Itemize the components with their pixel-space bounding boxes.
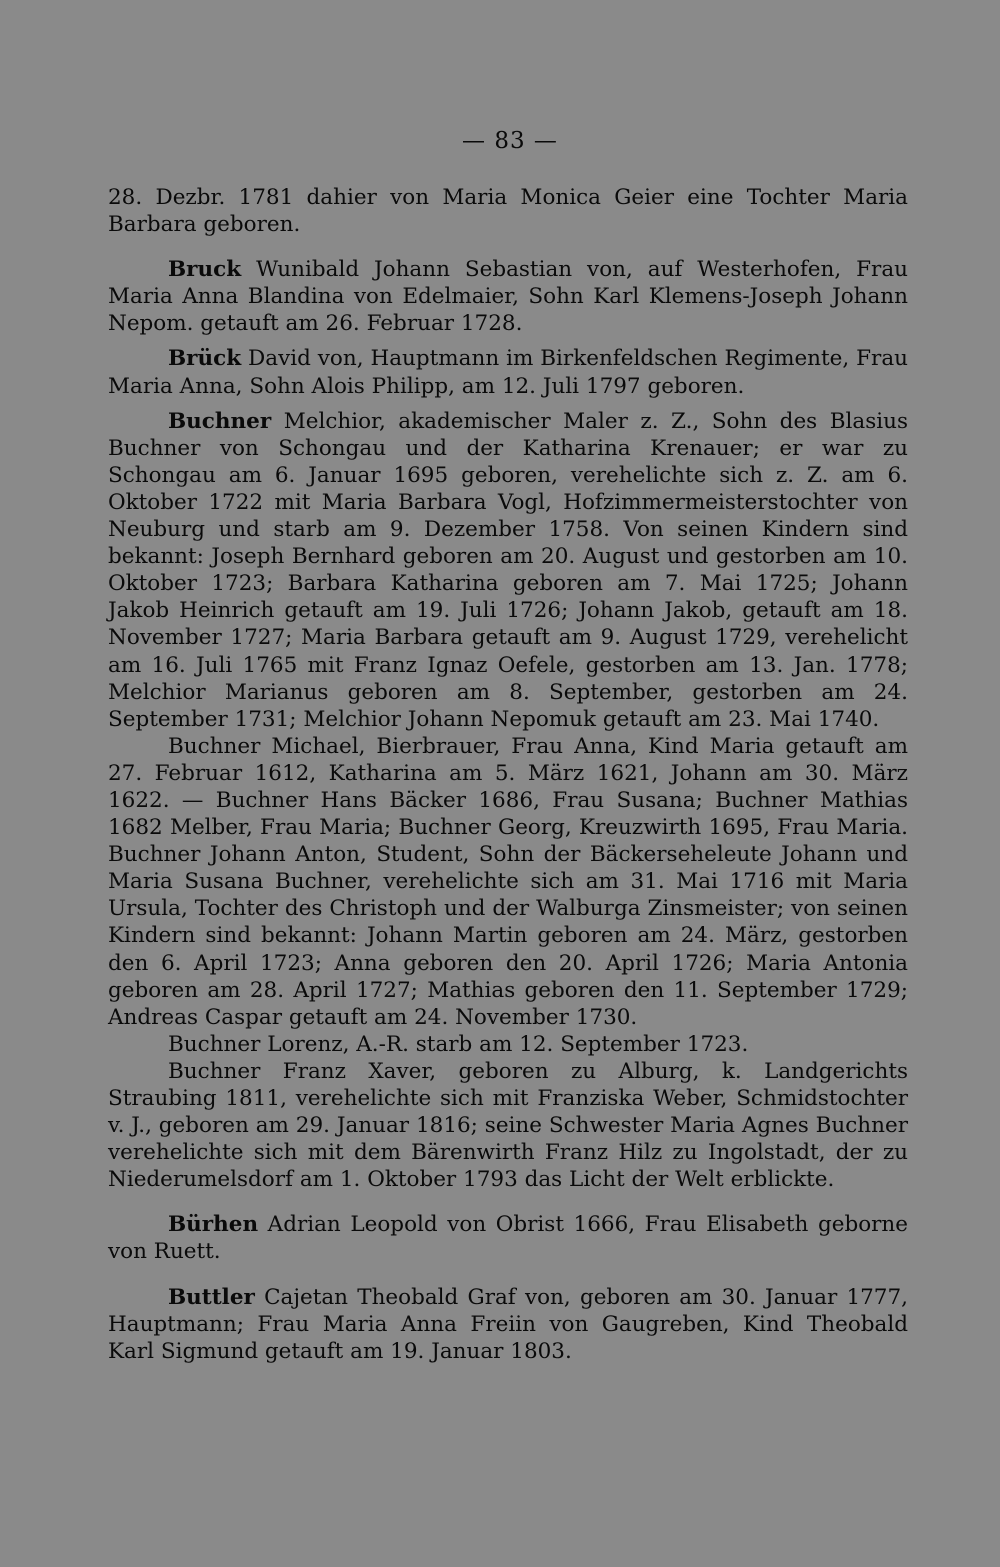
entry-text: Adrian Leopold von Obrist 1666, Frau Elisabeth geborne von Ruett. — [108, 1212, 908, 1265]
entry-text: Cajetan Theobald Graf von, geboren am 30. Januar 1777, Hauptmann; Frau Maria Anna Freiin von Gaugreben, Kind Theobald Karl Sigmund getauft am 19. Januar 1803. — [108, 1284, 908, 1364]
entry-buchner-lorenz — [108, 1031, 908, 1058]
entry-text: Melchior, akademischer Maler z. Z., Sohn des Blasius Buchner von Schongau und der Katharina Krenauer; er war zu Schongau am 6. Januar 1695 geboren, verehelichte sich z. Z. am 6. Oktober 1722 mit Maria Barbara Vogl, Hofzimmermeisterstochter von Neuburg und starb am 9. Dezember 1758. Von seinen Kindern sind bekannt: Joseph Bernhard geboren am 20. August und gestorben am 10. Oktober 1723; Barbara Katharina geboren am 7. Mai 1725; Johann Jakob Heinrich getauft am 19. Juli 1726; Johann Jakob, getauft am 18. November 1727; Maria Barbara getauft am 9. August 1729, verehelicht am 16. Juli 1765 mit Franz Ignaz Oefele, gestorben am 13. Jan. 1778; Melchior Marianus geboren am 8. September, gestorben am 24. September 1731; Melchior Johann Nepomuk getauft am 23. Mai 1740. — [108, 408, 908, 732]
page-number: — 83 — — [462, 128, 558, 154]
entry-buerhen — [108, 1211, 908, 1265]
entry-bruck — [108, 256, 908, 337]
entry-text: 28. Dezbr. 1781 dahier von Maria Monica Geier eine Tochter Maria Barbara geboren. — [108, 185, 908, 238]
entry-buchner-melchior — [108, 408, 908, 733]
entry-text: Wunibald Johann Sebastian von, auf Westerhofen, Frau Maria Anna Blandina von Edelmaier, Sohn Karl Klemens-Joseph Johann Nepom. getauft am 26. Februar 1728. — [108, 257, 908, 337]
entry-continuation-geier — [108, 184, 908, 238]
entry-surname: Bürhen — [168, 1212, 259, 1238]
entry-surname: Brück — [168, 346, 242, 372]
book-page — [108, 128, 908, 1365]
entry-buchner-michael — [108, 733, 908, 1031]
entry-surname: Buttler — [168, 1284, 255, 1310]
entry-text: Buchner Michael, Bierbrauer, Frau Anna, Kind Maria getauft am 27. Februar 1612, Katharina am 5. März 1621, Johann am 30. März 1622. — Buchner Hans Bäcker 1686, Frau Susana; Buchner Mathias 1682 Melber, Frau Maria; Buchner Georg, Kreuzwirth 1695, Frau Maria. Buchner Johann Anton, Student, Sohn der Bäckerseheleute Johann und Maria Susana Buchner, verehelichte sich am 31. Mai 1716 mit Maria Ursula, Tochter des Christoph und der Walburga Zinsmeister; von seinen Kindern sind bekannt: Johann Martin geboren am 24. März, gestorben den 6. April 1723; Anna geboren den 20. April 1726; Maria Antonia geboren am 28. April 1727; Mathias geboren den 11. September 1729; Andreas Caspar getauft am 24. November 1730. — [108, 733, 908, 1030]
entry-text: Buchner Lorenz, A.-R. starb am 12. September 1723. — [168, 1031, 749, 1057]
entry-text: Buchner Franz Xaver, geboren zu Alburg, k. Landgerichts Straubing 1811, verehelichte sich mit Franziska Weber, Schmidstochter v. J., geboren am 29. Januar 1816; seine Schwester Maria Agnes Buchner verehelichte sich mit dem Bärenwirth Franz Hilz zu Ingolstadt, der zu Niederumelsdorf am 1. Oktober 1793 das Licht der Welt erblickte. — [108, 1058, 908, 1193]
entry-text: David von, Hauptmann im Birkenfeldschen Regimente, Frau Maria Anna, Sohn Alois Philipp, am 12. Juli 1797 geboren. — [108, 346, 908, 399]
entry-brueck — [108, 345, 908, 399]
entry-surname: Buchner — [168, 408, 272, 434]
entry-surname: Bruck — [168, 257, 242, 283]
entry-buchner-franz-xaver — [108, 1058, 908, 1193]
entry-buttler — [108, 1284, 908, 1365]
